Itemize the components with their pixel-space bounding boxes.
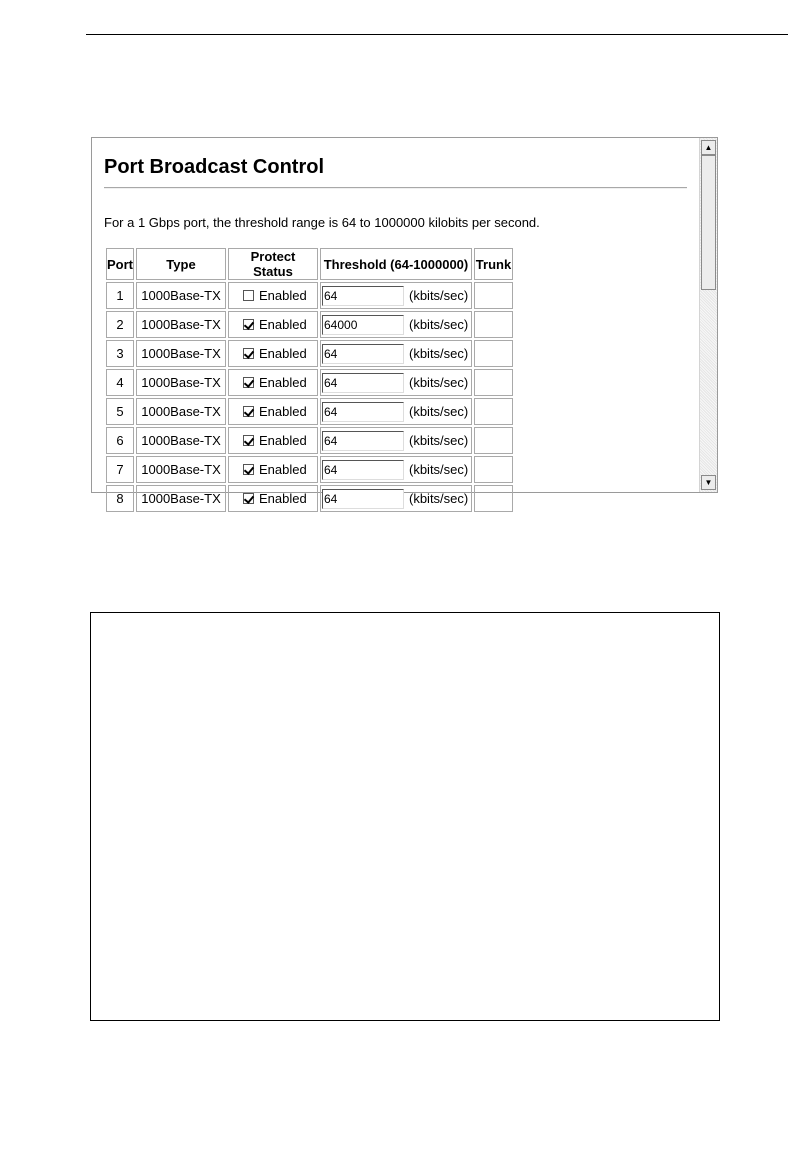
protect-enabled-checkbox[interactable] — [243, 493, 254, 504]
protect-status-control — [229, 375, 317, 390]
protect-status-cell — [228, 369, 318, 396]
browser-window — [91, 137, 718, 506]
table-row — [106, 311, 513, 338]
arrow-down-icon: ▼ — [704, 477, 713, 487]
threshold-control — [321, 286, 471, 306]
protect-status-control — [229, 346, 317, 361]
protect-status-control — [229, 404, 317, 419]
threshold-input[interactable] — [322, 315, 404, 335]
enabled-label: Enabled — [259, 433, 307, 448]
table-row — [106, 282, 513, 309]
table-row — [106, 398, 513, 425]
threshold-input[interactable] — [322, 286, 404, 306]
table-row — [106, 456, 513, 483]
threshold-cell — [320, 427, 472, 454]
table-header-row — [106, 248, 513, 280]
title-divider — [104, 187, 687, 189]
port-number: 4 — [106, 369, 134, 396]
port-number: 1 — [106, 282, 134, 309]
threshold-control — [321, 489, 471, 509]
protect-enabled-checkbox[interactable] — [243, 377, 254, 388]
port-number: 3 — [106, 340, 134, 367]
enabled-label: Enabled — [259, 288, 307, 303]
protect-status-cell — [228, 427, 318, 454]
unit-label: (kbits/sec) — [409, 346, 469, 361]
scroll-up-button[interactable] — [701, 140, 716, 155]
threshold-cell — [320, 311, 472, 338]
scrollbar-thumb[interactable] — [701, 155, 716, 290]
table-row — [106, 369, 513, 396]
port-number: 6 — [106, 427, 134, 454]
enabled-label: Enabled — [259, 346, 307, 361]
trunk-cell — [474, 485, 513, 512]
threshold-control — [321, 431, 471, 451]
page-content — [92, 138, 697, 506]
column-header-type: Type — [136, 248, 226, 280]
threshold-cell — [320, 340, 472, 367]
column-header-port: Port — [106, 248, 134, 280]
protect-status-cell — [228, 340, 318, 367]
column-header-threshold: Threshold (64-1000000) — [320, 248, 472, 280]
protect-status-control — [229, 462, 317, 477]
table-row — [106, 340, 513, 367]
table-row — [106, 485, 513, 512]
threshold-input[interactable] — [322, 489, 404, 509]
enabled-label: Enabled — [259, 462, 307, 477]
protect-enabled-checkbox[interactable] — [243, 348, 254, 359]
port-type: 1000Base-TX — [136, 311, 226, 338]
threshold-range-note: For a 1 Gbps port, the threshold range is 64 to 1000000 kilobits per second. — [104, 215, 540, 230]
protect-enabled-checkbox[interactable] — [243, 319, 254, 330]
unit-label: (kbits/sec) — [409, 375, 469, 390]
port-number: 5 — [106, 398, 134, 425]
unit-label: (kbits/sec) — [409, 462, 469, 477]
port-type: 1000Base-TX — [136, 456, 226, 483]
page-header-rule — [86, 34, 788, 35]
threshold-control — [321, 460, 471, 480]
protect-enabled-checkbox[interactable] — [243, 290, 254, 301]
vertical-scrollbar[interactable] — [699, 138, 717, 492]
port-type: 1000Base-TX — [136, 485, 226, 512]
enabled-label: Enabled — [259, 491, 307, 506]
enabled-label: Enabled — [259, 404, 307, 419]
threshold-cell — [320, 369, 472, 396]
enabled-label: Enabled — [259, 317, 307, 332]
protect-status-cell — [228, 311, 318, 338]
threshold-input[interactable] — [322, 460, 404, 480]
enabled-label: Enabled — [259, 375, 307, 390]
arrow-up-icon: ▲ — [704, 142, 713, 152]
threshold-input[interactable] — [322, 402, 404, 422]
unit-label: (kbits/sec) — [409, 317, 469, 332]
port-number: 8 — [106, 485, 134, 512]
protect-enabled-checkbox[interactable] — [243, 406, 254, 417]
trunk-cell — [474, 340, 513, 367]
protect-enabled-checkbox[interactable] — [243, 435, 254, 446]
protect-status-control — [229, 433, 317, 448]
trunk-cell — [474, 369, 513, 396]
threshold-control — [321, 402, 471, 422]
trunk-cell — [474, 427, 513, 454]
port-type: 1000Base-TX — [136, 398, 226, 425]
unit-label: (kbits/sec) — [409, 288, 469, 303]
threshold-input[interactable] — [322, 431, 404, 451]
threshold-cell — [320, 282, 472, 309]
protect-enabled-checkbox[interactable] — [243, 464, 254, 475]
threshold-cell — [320, 456, 472, 483]
threshold-input[interactable] — [322, 373, 404, 393]
port-type: 1000Base-TX — [136, 282, 226, 309]
protect-status-control — [229, 491, 317, 506]
trunk-cell — [474, 282, 513, 309]
table-row — [106, 427, 513, 454]
column-header-protect-status: Protect Status — [228, 248, 318, 280]
protect-status-control — [229, 288, 317, 303]
protect-status-control — [229, 317, 317, 332]
port-type: 1000Base-TX — [136, 427, 226, 454]
trunk-cell — [474, 456, 513, 483]
port-broadcast-table — [104, 246, 515, 514]
threshold-cell — [320, 398, 472, 425]
protect-status-cell — [228, 282, 318, 309]
port-type: 1000Base-TX — [136, 340, 226, 367]
column-header-trunk: Trunk — [474, 248, 513, 280]
protect-status-cell — [228, 456, 318, 483]
page-title: Port Broadcast Control — [104, 156, 325, 178]
empty-figure-box — [90, 612, 720, 1021]
threshold-cell — [320, 485, 472, 512]
threshold-control — [321, 315, 471, 335]
unit-label: (kbits/sec) — [409, 491, 469, 506]
port-type: 1000Base-TX — [136, 369, 226, 396]
unit-label: (kbits/sec) — [409, 404, 469, 419]
threshold-control — [321, 344, 471, 364]
scroll-down-button[interactable] — [701, 475, 716, 490]
unit-label: (kbits/sec) — [409, 433, 469, 448]
trunk-cell — [474, 311, 513, 338]
protect-status-cell — [228, 485, 318, 512]
trunk-cell — [474, 398, 513, 425]
threshold-control — [321, 373, 471, 393]
port-number: 7 — [106, 456, 134, 483]
protect-status-cell — [228, 398, 318, 425]
threshold-input[interactable] — [322, 344, 404, 364]
port-number: 2 — [106, 311, 134, 338]
